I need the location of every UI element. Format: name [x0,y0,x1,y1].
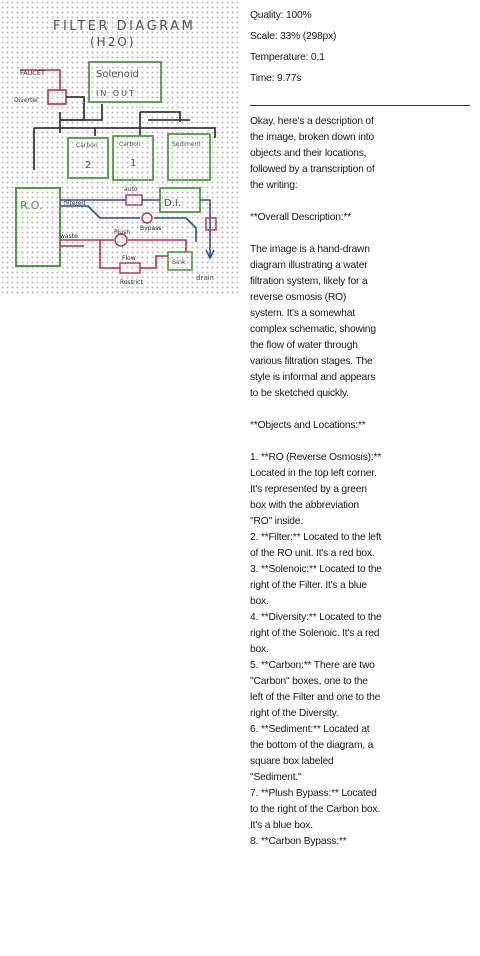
description-text [250,114,382,850]
sink-label: Sink [172,258,186,266]
divider [250,105,470,106]
waste-line [60,240,186,268]
diverter-label: Diverter [14,97,39,104]
hand-drawn-diagram [0,0,240,296]
carbon-2-label: Carbon [76,142,98,149]
plush-label: Plush [114,229,131,236]
filtered-label: filtered [64,200,86,207]
solenoid-label: Solenoid [96,69,139,80]
waste-label: waste [60,233,78,240]
list-item: 4. **Diversity:** Located to the right of the Solenoic. It's a red box. [250,612,382,655]
faucet-label: FAUCET [20,69,45,77]
drain-label: drain [196,274,214,282]
objects-heading: **Objects and Locations:** [250,420,366,431]
intro-paragraph: Okay, here's a description of the image, broken down into objects and their locations, followed by a transcription of the writing: [250,116,375,191]
auto-label: auto [124,186,138,193]
carbon-1-number: 1 [130,158,137,169]
list-item: 3. **Solenoic:** Located to the right of the Filter. It's a blue box. [250,564,382,607]
list-item: 8. **Carbon Bypass:** [250,836,347,847]
sediment-label: Sediment [172,141,201,148]
filtered-line [60,200,214,258]
flow-label: Flow [122,255,136,262]
list-item: 1. **RO (Reverse Osmosis):** Located in the top left corner. It's represented by a green box with the abbreviation "RO" inside. [250,452,382,527]
bypass-valve-blue [142,213,152,223]
di-check-valve [206,218,216,230]
bypass-label: Bypass [140,225,162,232]
flow-restrictor [120,263,140,273]
list-item: 6. **Sediment:** Located at the bottom of the diagram, a square box labeled "Sediment." [250,724,374,783]
list-item: 5. **Carbon:** There are two "Carbon" boxes, one to the left of the Filter and one to the right of the Diversity. [250,660,381,719]
carbon-2-number: 2 [85,160,92,171]
list-item: 7. **Plush Bypass:** Located to the right of the Carbon box. It's a blue box. [250,788,381,831]
time-stat: Time: 9.77s [250,73,302,84]
scale-stat: Scale: 33% (298px) [250,31,337,42]
diagram-title: FILTER DIAGRAM [53,19,196,34]
quality-stat: Quality: 100% [250,10,312,21]
ro-label: R.O. [20,199,43,212]
restrict-label: Restrict [120,279,143,286]
diagram-image [0,0,240,296]
overall-paragraph: The image is a hand-drawn diagram illustrating a water filtration system, likely for a reverse osmosis (RO) system. It's a somewhat complex schematic, showing the flow of water through various filtration stages. The style is informal and appears to be sketched quickly. [250,244,376,399]
diagram-subtitle: (H2O) [90,35,136,49]
temperature-stat: Temperature: 0.1 [250,52,325,63]
overall-heading: **Overall Description:** [250,212,352,223]
list-item: 2. **Filter:** Located to the left of the RO unit. It's a red box. [250,532,382,559]
response-panel [250,8,472,850]
carbon-1-label: Carbon [119,141,141,148]
auto-valve [126,195,142,205]
di-label: D.I. [164,198,182,209]
solenoid-in-out: IN OUT [96,89,136,98]
